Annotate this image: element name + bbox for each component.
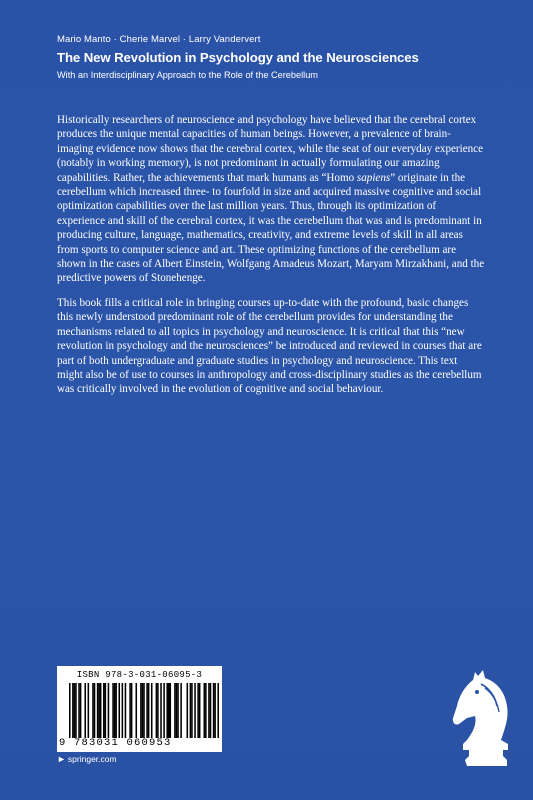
blurb-p1-start: Historically researchers of neuroscience and psychology have believed that the cerebral cortex produces the unique mental capacities of human beings. However, a prevalence of brain-imaging evidence now shows that the cerebral cortex, while the seat of our everyday experience (notably in working memory), is not predominant in actually formulating our amazing capabilities. Rather, the achievements that mark humans as “Homo [57, 114, 484, 184]
barcode-bar [157, 683, 159, 738]
barcode-bar [88, 683, 90, 738]
barcode-bar [114, 683, 116, 738]
authors: Mario Manto · Cherie Marvel · Larry Vandervert [57, 34, 261, 45]
blurb [57, 113, 485, 407]
barcode-bar [75, 683, 77, 738]
barcode-bar [168, 683, 170, 738]
barcode-bar [84, 683, 86, 738]
book-title: The New Revolution in Psychology and the Neurosciences [57, 50, 419, 65]
book-subtitle: With an Interdisciplinary Approach to the Role of the Cerebellum [57, 70, 318, 80]
barcode-bar [148, 683, 150, 738]
barcode-bar [166, 683, 168, 738]
barcode-bar [208, 683, 210, 738]
barcode-bar [105, 683, 107, 738]
barcode-bar [204, 683, 206, 738]
barcode-digits: 9 783031 060953 [59, 737, 172, 749]
barcode-bar [176, 683, 178, 738]
barcode-bar [92, 683, 94, 738]
barcode-bar [170, 683, 172, 738]
barcode-bar [72, 683, 74, 738]
barcode-bar [187, 683, 189, 738]
barcode-bar [135, 683, 137, 738]
barcode-bar [142, 683, 144, 738]
barcode-bar [125, 683, 127, 738]
barcode-bar [69, 683, 71, 738]
barcode-bar [98, 683, 100, 738]
barcode-bar [129, 683, 131, 738]
barcode-bar [118, 683, 120, 738]
barcode-bar [160, 683, 162, 738]
barcode-bar [74, 683, 76, 738]
header [57, 34, 497, 80]
blurb-p1-italic: sapiens [356, 171, 391, 184]
barcode-bar [78, 683, 80, 738]
barcode-bar [103, 683, 105, 738]
barcode-bar [122, 683, 124, 738]
barcode-box [57, 666, 222, 752]
barcode-bar [190, 683, 192, 738]
barcode-bar [112, 683, 114, 738]
barcode-bar [156, 683, 158, 738]
barcode-bar [143, 683, 145, 738]
blurb-p1-end: ” originate in the cerebellum which increased three- to fourfold in size and acquired massive cognitive and social optimization capabilities over the last million years. Thus, through its optimization of experience and skill of the cerebral cortex, it was the cerebellum that was and is predominant in producing culture, language, mathematics, creativity, and extreme levels of skill in all areas from sports to computer science and art. These optimizing functions of the cerebellum are shown in the cases of Albert Einstein, Wolfgang Amadeus Mozart, Maryam Mirzakhani, and the predictive powers of Stonehenge. [57, 171, 485, 285]
barcode-bar [197, 683, 199, 738]
barcode-bar [131, 683, 133, 738]
barcode-bar [115, 683, 117, 738]
barcode-bar [199, 683, 201, 738]
barcode-bar [174, 683, 176, 738]
website-label: springer.com [67, 754, 117, 764]
barcode-bar [151, 683, 153, 738]
barcode-bars [69, 683, 219, 738]
barcode-bar [210, 683, 212, 738]
publisher-website[interactable] [57, 754, 117, 764]
barcode-bar [217, 683, 219, 738]
barcode-bar [146, 683, 148, 738]
barcode-bar [205, 683, 207, 738]
arrow-icon: ► [57, 754, 66, 764]
barcode-bar [97, 683, 99, 738]
barcode-bar [80, 683, 82, 738]
barcode-bar [94, 683, 96, 738]
barcode-bar [194, 683, 196, 738]
blurb-paragraph-1 [57, 113, 485, 286]
barcode-bar [177, 683, 179, 738]
barcode-bar [180, 683, 182, 738]
barcode-bar [100, 683, 102, 738]
barcode-bar [191, 683, 193, 738]
springer-horse-logo [445, 666, 525, 771]
barcode-bar [213, 683, 215, 738]
barcode-bar [214, 683, 216, 738]
barcode-bar [108, 683, 110, 738]
blurb-paragraph-2: This book fills a critical role in bringing courses up-to-date with the profound, basic changes this newly understood predominant role of the cerebellum provides for understanding the mechanisms related to all topics in psychology and neuroscience. It is critical that this “new revolution in psychology and the neurosciences” be introduced and reviewed in courses that are part of both undergraduate and graduate studies in psychology and neuroscience. This text might also be of use to courses in anthropology and cross-disciplinary studies as the cerebellum was critically involved in the evolution of cognitive and social behaviour. [57, 296, 482, 396]
isbn-label: ISBN 978-3-031-06095-3 [76, 670, 203, 680]
barcode-bar [163, 683, 165, 738]
barcode-bar [140, 683, 142, 738]
